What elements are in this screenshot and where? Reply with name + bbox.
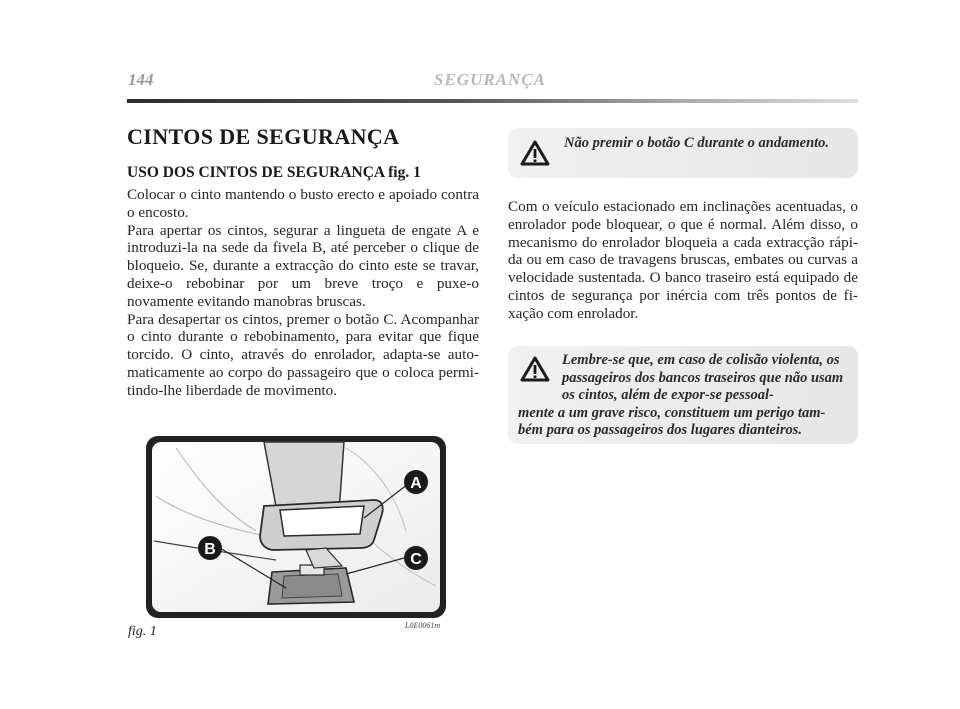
label-c: C bbox=[410, 551, 422, 568]
paragraph: Colocar o cinto mantendo o busto erecto e apoiado contra o encosto. bbox=[127, 186, 479, 221]
warning-text: Lembre-se que, em caso de colisão violenta, os passageiros dos bancos traseiros que não usam os cintos, além de expor-se pessoal- bbox=[562, 352, 844, 403]
figure-code: L0E0061m bbox=[405, 621, 441, 630]
subsection-title: USO DOS CINTOS DE SEGURANÇA fig. 1 bbox=[127, 164, 421, 181]
label-b: B bbox=[204, 541, 216, 558]
section-title: CINTOS DE SEGURANÇA bbox=[127, 124, 400, 149]
paragraph: Para apertar os cintos, segurar a lingueta de engate A e introduzi-la na sede da fivela B, até perceber o clique de bloqueio. Se, durante a extracção do cinto este se travar, deixe-o rebobinar por um breve troço e puxe-o novamente evitando manobras bruscas. bbox=[127, 221, 479, 310]
warning-text: Não premir o botão C durante o andamento. bbox=[564, 135, 830, 151]
seatbelt-illustration bbox=[146, 436, 446, 618]
warning-box-2 bbox=[508, 346, 858, 444]
header-rule bbox=[127, 99, 858, 103]
running-header: SEGURANÇA bbox=[434, 70, 546, 89]
warning-triangle-icon bbox=[520, 140, 550, 172]
warning-text-continued: mente a um grave risco, constituem um perigo tam-bém para os passageiros dos lugares dianteiros. bbox=[518, 404, 826, 438]
figure-frame bbox=[146, 436, 446, 618]
paragraph: Para desapertar os cintos, premer o botão C. Acompanhar o cinto durante o rebobinamento, para evitar que fique torcido. O cinto, através do enrolador, adapta-se auto-maticamente ao corpo do passageiro que o coloca permi-tindo-lhe liberdade de movimento. bbox=[127, 310, 479, 399]
label-a: A bbox=[410, 475, 422, 492]
left-column bbox=[127, 186, 479, 400]
warning-triangle-icon bbox=[520, 356, 550, 388]
warning-box-1 bbox=[508, 128, 858, 178]
page-number: 144 bbox=[128, 70, 154, 89]
right-paragraph: Com o veículo estacionado em inclinações acentuadas, o enrolador pode bloquear, o que é normal. Além disso, o mecanismo do enrolador bloqueia a cada extracção rápi-da ou em caso de travagens bruscas, embates ou curvas a velocidade sustentada. O banco traseiro está equipado de cintos de segurança por inércia com três pontos de fi-xação com enrolador. bbox=[508, 198, 858, 322]
figure-caption: fig. 1 bbox=[128, 624, 157, 639]
